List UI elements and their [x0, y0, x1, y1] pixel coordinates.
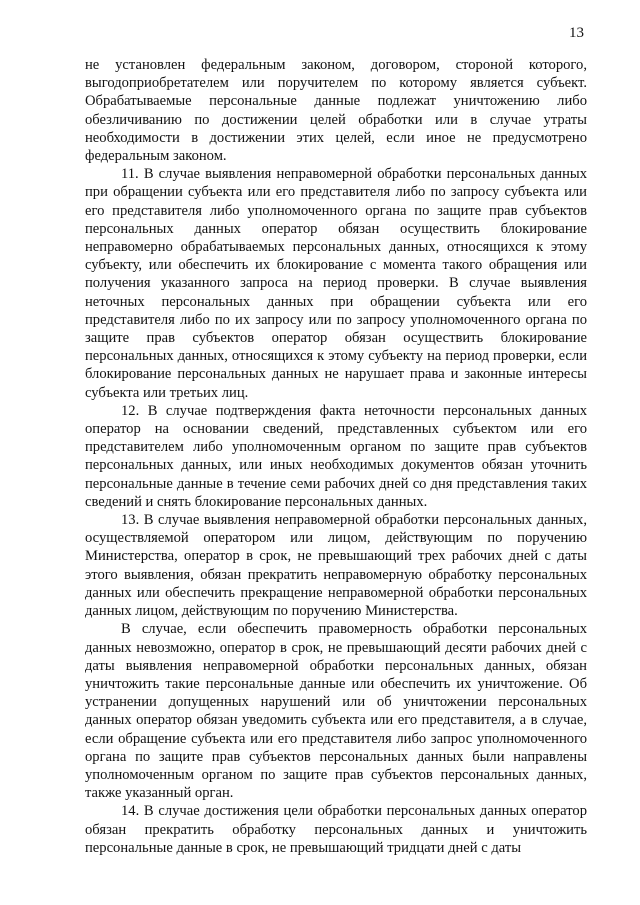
- page-number: 13: [569, 25, 584, 41]
- paragraph-clause-14: 14. В случае достижения цели обработки персональных данных оператор обязан прекратить обработку персональных данных и уничтожить персональные данные в срок, не превышающий тридцати дней с даты: [85, 803, 587, 856]
- paragraph-continuation: не установлен федеральным законом, договором, стороной которого, выгодоприобретателем или поручителем по которому является субъект. Обрабатываемые персональные данные подлежат уничтожению либо обезличиванию по достижении целей обработки или в случае утраты необходимости в достижении этих целей, если иное не предусмотрено федеральным законом.: [85, 57, 587, 165]
- paragraph-clause-13-continued: В случае, если обеспечить правомерность обработки персональных данных невозможно, оператор в срок, не превышающий десяти рабочих дней с даты выявления неправомерной обработки персональных данных, обязан уничтожить такие персональные данные или обеспечить их уничтожение. Об устранении допущенных нарушений или об уничтожении персональных данных оператор обязан уведомить субъекта или его представителя, а в случае, если обращение субъекта или его представителя либо запрос уполномоченного органа по защите прав субъектов персональных данных были направлены уполномоченным органом по защите прав субъектов персональных данных, также указанный орган.: [85, 621, 587, 802]
- paragraph-clause-12: 12. В случае подтверждения факта неточности персональных данных оператор на основании сведений, представленных субъектом или его представителем либо уполномоченным органом по защите прав субъектов персональных данных, или иных необходимых документов обязан уточнить персональные данные в течение семи рабочих дней со дня представления таких сведений и снять блокирование персональных данных.: [85, 402, 587, 510]
- document-body: [85, 56, 587, 857]
- paragraph-clause-13: 13. В случае выявления неправомерной обработки персональных данных, осуществляемой оператором или лицом, действующим по поручению Министерства, оператор в срок, не превышающий трех рабочих дней с даты этого выявления, обязан прекратить неправомерную обработку персональных данных или обеспечить прекращение неправомерной обработки персональных данных лицом, действующим по поручению Министерства.: [85, 512, 587, 620]
- paragraph-clause-11: 11. В случае выявления неправомерной обработки персональных данных при обращении субъекта или его представителя либо по запросу субъекта или его представителя либо уполномоченного органа по защите прав субъектов персональных данных оператор обязан осуществить блокирование неправомерно обрабатываемых персональных данных, относящихся к этому субъекту, или обеспечить их блокирование с момента такого обращения или получения указанного запроса на период проверки. В случае выявления неточных персональных данных при обращении субъекта или его представителя либо по их запросу или по запросу уполномоченного органа по защите прав субъектов оператор обязан осуществить блокирование персональных данных, относящихся к этому субъекту на период проверки, если блокирование персональных данных не нарушает права и законные интересы субъекта или третьих лиц.: [85, 166, 587, 401]
